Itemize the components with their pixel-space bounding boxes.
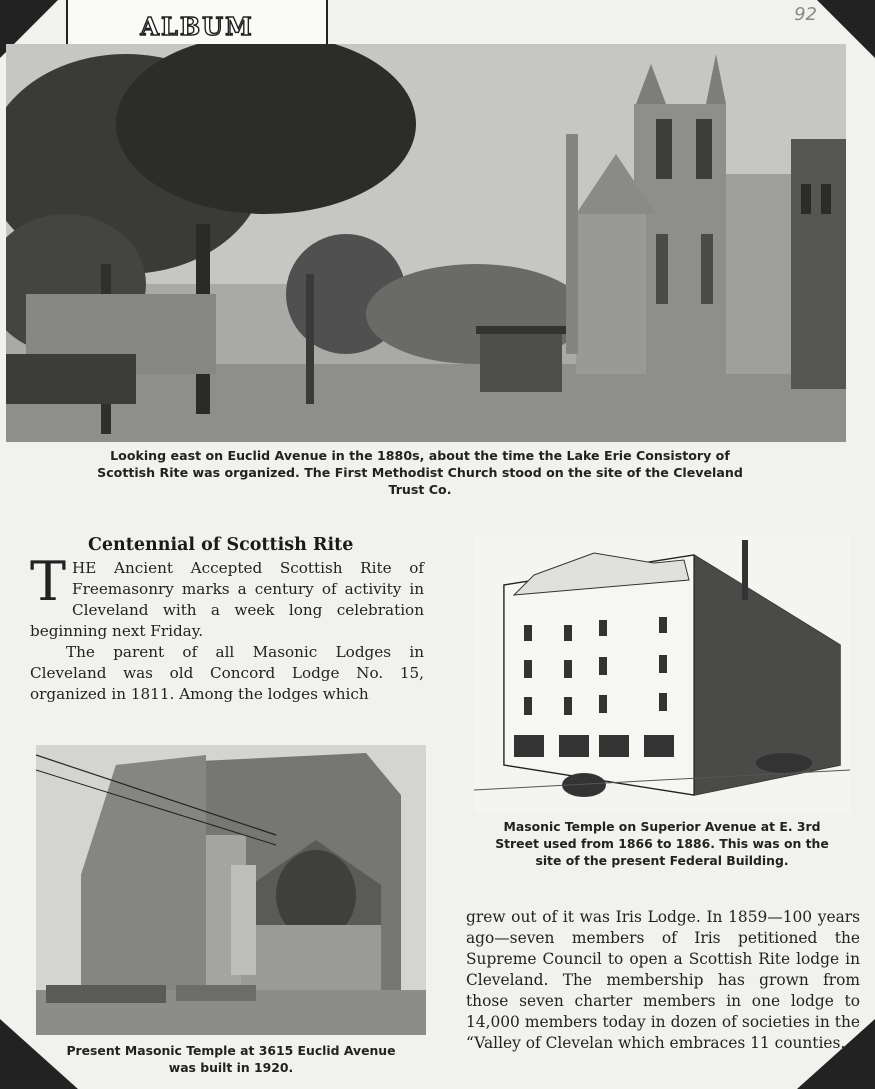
article-continuation: grew out of it was Iris Lodge. In 1859—100 years ago—seven members of Iris petitioned the Supreme Council to open a Scottish Rite lodge in Cleveland. The membership has grown from those seven charter members in one lodge to 14,000 members today in dozen of societies in the “Valley of Clevelan which embraces 11 counties. [466, 908, 860, 1052]
photo-corner-bottom-left [0, 1019, 78, 1089]
euclid-avenue-photo [6, 44, 846, 442]
article-body [30, 550, 424, 705]
handwritten-page-number: 92 [794, 4, 817, 25]
sketch-caption [474, 818, 850, 869]
album-banner-title: ALBUM [140, 12, 254, 41]
album-banner [66, 0, 328, 46]
article-headline: Centennial of Scottish Rite [88, 535, 354, 555]
article-paragraph-2: The parent of all Masonic Lodges in Cleveland was old Concord Lodge No. 15, organized in 1811. Among the lodges which [30, 643, 424, 703]
caption-line: site of the present Federal Building. [535, 853, 789, 868]
present-masonic-temple-photo [36, 745, 426, 1035]
caption-line: Masonic Temple on Superior Avenue at E. 3rd [503, 819, 821, 834]
article-paragraph-1: HE Ancient Accepted Scottish Rite of Freemasonry marks a century of activity in Cleveland with a week long celebration beginning next Friday. [30, 559, 424, 640]
drop-cap: T [30, 550, 67, 613]
photo-corner-bottom-right [797, 1019, 875, 1089]
caption-line: Street used from 1866 to 1886. This was on the [495, 836, 829, 851]
caption-line: Scottish Rite was organized. The First Methodist Church stood on the site of the Cleveland [97, 465, 743, 480]
caption-line: Trust Co. [388, 482, 452, 497]
caption-line: Looking east on Euclid Avenue in the 1880s, about the time the Lake Erie Consistory of [110, 448, 730, 463]
masonic-temple-sketch [474, 535, 850, 813]
caption-line: was built in 1920. [168, 1060, 294, 1075]
euclid-photo-caption [40, 447, 800, 498]
caption-line: Present Masonic Temple at 3615 Euclid Avenue [66, 1043, 396, 1058]
present-temple-caption [36, 1042, 426, 1076]
